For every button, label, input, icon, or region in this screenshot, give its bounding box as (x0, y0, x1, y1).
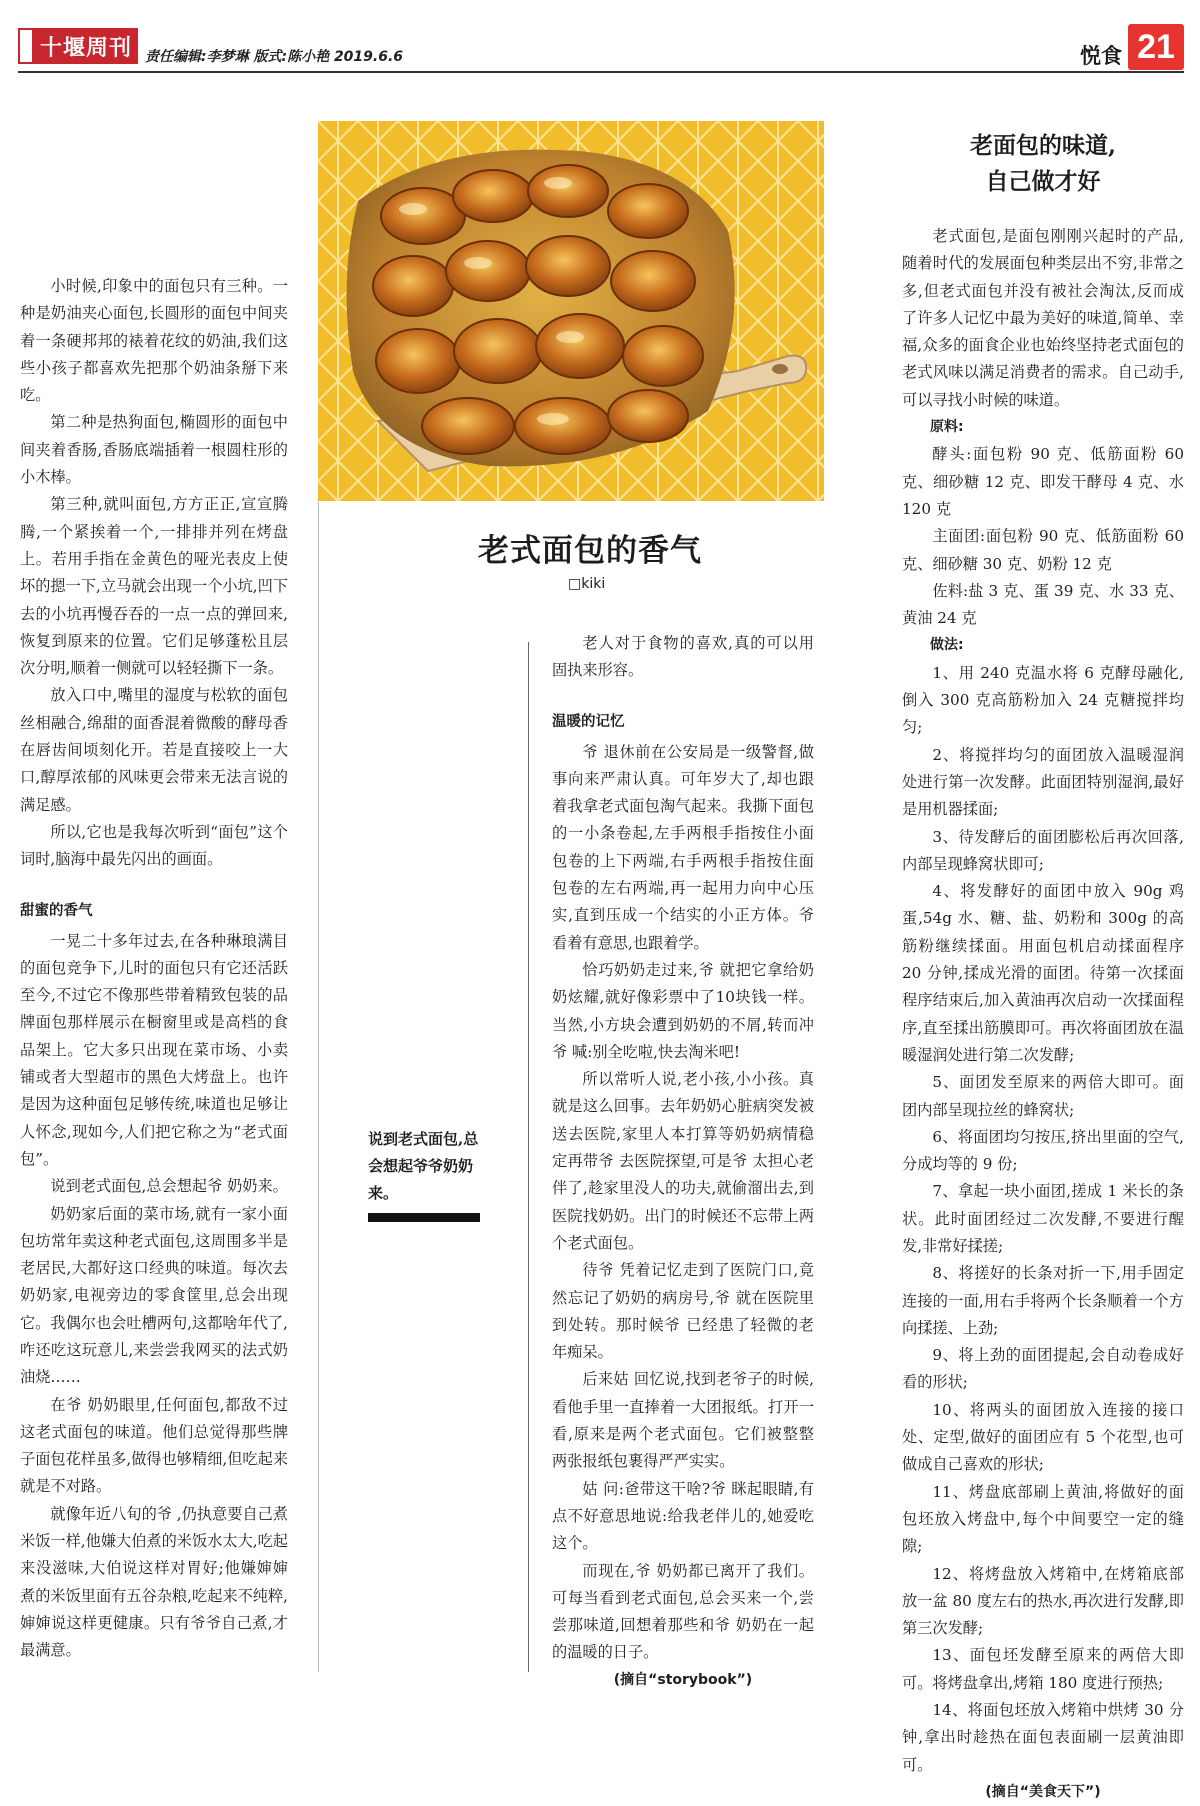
column-divider-left (318, 502, 319, 1672)
ingredients-label: 原料: (930, 419, 964, 436)
ingredient-line: 佐料:盐 3 克、蛋 39 克、水 33 克、黄油 24 克 (902, 581, 1184, 628)
paragraph: 放入口中,嘴里的湿度与松软的面包丝相融合,绵甜的面香混着微酸的酵母香在唇齿间顷刻化开。若是直接咬上一大口,醇厚浓郁的风味更会带来无法言说的满足感。 (20, 686, 288, 814)
paragraph: 待爷 凭着记忆走到了医院门口,竟然忘记了奶奶的病房号,爷 就在医院里到处转。那时候爷 已经患了轻微的老年痴呆。 (552, 1261, 814, 1362)
intro-paragraphs (20, 273, 288, 874)
byline: □kiki (568, 576, 606, 592)
recipe-intro: 老式面包,是面包刚刚兴起时的产品,随着时代的发展面包种类层出不穷,非常之多,但老式面包并没有被社会淘汰,反而成了许多人记忆中最为美好的味道,简单、幸福,众多的面食企业也始终坚持老式面包的老式风味以满足消费者的需求。自己动手,可以寻找小时候的味道。 (902, 227, 1184, 409)
pullquote-text: 说到老式面包,总会想起爷爷奶奶来。 (368, 1130, 479, 1202)
ingredients-list (902, 441, 1184, 632)
sweet-paragraphs (20, 928, 288, 1665)
recipe-title (902, 128, 1184, 200)
paragraph: 而现在,爷 奶奶都已离开了我们。可每当看到老式面包,总会买来一个,尝尝那味道,回想着那些和爷 奶奶在一起的温暖的日子。 (552, 1561, 814, 1662)
recipe-step: 7、拿起一块小面团,搓成 1 米长的条状。此时面团经过二次发酵,不要进行醒发,非常好揉搓; (902, 1182, 1184, 1255)
paragraph: 在爷 奶奶眼里,任何面包,都敌不过这老式面包的味道。他们总觉得那些牌子面包花样虽多,做得也够精细,但吃起来就是不对路。 (20, 1395, 288, 1496)
recipe-step: 1、用 240 克温水将 6 克酵母融化,倒入 300 克高筋粉加入 24 克糖搅拌均匀; (902, 663, 1184, 737)
paragraph: 所以常听人说,老小孩,小小孩。真就是这么回事。去年奶奶心脏病突发被送去医院,家里人本打算等奶奶病情稳定再带爷 去医院探望,可是爷 太担心老伴了,趁家里没人的功夫,就偷溜出去,到医院找奶奶。出门的时候还不忘带上两个老式面包。 (552, 1070, 814, 1252)
masthead-logo (18, 28, 138, 64)
article-source: (摘自“storybook”) (613, 1671, 753, 1688)
middle-column (552, 630, 814, 1694)
page-header (0, 0, 1200, 80)
article-title: 老式面包的香气 (478, 533, 702, 569)
recipe-step: 2、将搅拌均匀的面团放入温暖湿润处进行第一次发酵。此面团特别湿润,最好是用机器揉面; (902, 745, 1184, 819)
recipe-step: 14、将面包坯放入烤箱中烘烤 30 分钟,拿出时趁热在面包表面刷一层黄油即可。 (902, 1701, 1184, 1774)
recipe-step: 4、将发酵好的面团中放入 90g 鸡蛋,54g 水、糖、盐、奶粉和 300g 的高筋粉继续揉面。用面包机启动揉面程序 20 分钟,揉成光滑的面团。待第一次揉面程序结束后,加入黄油再次启动一次揉面程序,直至揉出筋膜即可。再次将面团放在温暖湿润处进行第二次发酵; (902, 882, 1184, 1064)
paragraph: 爷 退休前在公安局是一级警督,做事向来严肃认真。可年岁大了,却也跟着我拿老式面包淘气起来。我撕下面包的一小条卷起,左手两根手指按住小面包卷的上下两端,右手两根手指按住面包卷的左右两端,再一起用力向中心压实,直到压成一个结实的小正方体。爷看着有意思,也跟着学。 (552, 742, 814, 952)
header-rule (18, 71, 1184, 73)
right-column (902, 223, 1184, 1806)
paragraph: 所以,它也是我每次听到“面包”这个词时,脑海中最先闪出的画面。 (20, 822, 288, 869)
paragraph: 说到老式面包,总会想起爷 奶奶来。 (50, 1177, 288, 1196)
ingredient-line: 酵头:面包粉 90 克、低筋面粉 60 克、细砂糖 12 克、即发干酵母 4 克、水 120 克 (902, 445, 1184, 518)
editor-line: 责任编辑:李梦琳 版式:陈小艳 2019.6.6 (145, 49, 404, 65)
recipe-title-line1: 老面包的味道, (969, 132, 1116, 159)
recipe-step: 6、将面团均匀按压,挤出里面的空气,分成均等的 9 份; (902, 1127, 1184, 1174)
recipe-title-line2: 自己做才好 (985, 168, 1101, 195)
paragraph: 小时候,印象中的面包只有三种。一种是奶油夹心面包,长圆形的面包中间夹着一条硬邦邦的裱着花纹的奶油,我们这些小孩子都喜欢先把那个奶油条掰下来吃。 (20, 277, 288, 405)
section-name: 悦食 (1080, 43, 1122, 68)
recipe-step: 12、将烤盘放入烤箱中,在烤箱底部放一盆 80 度左右的热水,再次进行发酵,即第三次发酵; (902, 1564, 1184, 1638)
warm-paragraphs (552, 739, 814, 1667)
method-label: 做法: (930, 637, 964, 654)
paragraph: 姑 问:爸带这干啥?爷 眯起眼睛,有点不好意思地说:给我老伴儿的,她爱吃这个。 (552, 1479, 814, 1553)
paragraph: 第二种是热狗面包,椭圆形的面包中间夹着香肠,香肠底端插着一根圆柱形的小木棒。 (20, 413, 288, 487)
recipe-step: 13、面包坯发酵至原来的两倍大即可。将烤盘拿出,烤箱 180 度进行预热; (902, 1646, 1184, 1692)
masthead-title: 十堰周刊 (40, 34, 133, 61)
recipe-step: 5、面团发至原来的两倍大即可。面团内部呈现拉丝的蜂窝状; (902, 1073, 1184, 1119)
paragraph: 第三种,就叫面包,方方正正,宣宣腾腾,一个紧挨着一个,一排排并列在烤盘上。若用手指在金黄色的哑光表皮上使坏的摁一下,立马就会出现一个小坑,凹下去的小坑再慢吞吞的一点一点的弹回来,恢复到原来的位置。它们足够蓬松且层次分明,顺着一侧就可以轻轻撕下一条。 (20, 495, 288, 678)
bread-photo-illustration (318, 121, 824, 501)
masthead-mark (18, 28, 34, 64)
section-heading-warm: 温暖的记忆 (552, 713, 625, 730)
recipe-source: (摘自“美食天下”) (985, 1783, 1101, 1800)
column-divider-mid (528, 642, 529, 1672)
paragraph: 后来姑 回忆说,找到老爷子的时候,看他手里一直捧着一大团报纸。打开一看,原来是两个老式面包。它们被整整两张报纸包裹得严严实实。 (552, 1370, 814, 1471)
recipe-step: 11、烤盘底部刷上黄油,将做好的面包坯放入烤盘中,每个中间要空一定的缝隙; (902, 1482, 1184, 1556)
left-column (20, 273, 288, 1665)
pullquote-bar (368, 1213, 480, 1222)
paragraph: 奶奶家后面的菜市场,就有一家小面包坊常年卖这种老式面包,这周围多半是老居民,大都好这口经典的味道。每次去奶奶家,电视旁边的零食筐里,总会出现它。我偶尔也会吐槽两句,这都啥年代了,咋还吃这玩意儿,来尝尝我网买的法式奶油烧…… (20, 1204, 288, 1387)
recipe-step: 8、将搓好的长条对折一下,用手固定连接的一面,用右手将两个长条顺着一个方向揉搓、上劲; (902, 1264, 1184, 1337)
paragraph: 就像年近八旬的爷 ,仍执意要自己煮米饭一样,他嫌大伯煮的米饭水太大,吃起来没滋味,大伯说这样对胃好;他嫌婶婶煮的米饭里面有五谷杂粮,吃起来不纯粹,婶婶说这样更健康。只有爷爷自己煮,才最满意。 (20, 1504, 288, 1660)
recipe-step: 3、待发酵后的面团膨松后再次回落,内部呈现蜂窝状即可; (902, 827, 1184, 873)
ingredient-line: 主面团:面包粉 90 克、低筋面粉 60 克、细砂糖 30 克、奶粉 12 克 (902, 527, 1184, 573)
steps-list (902, 660, 1184, 1779)
bread-photo (318, 121, 824, 501)
recipe-step: 9、将上劲的面团提起,会自动卷成好看的形状; (902, 1346, 1184, 1392)
paragraph: 恰巧奶奶走过来,爷 就把它拿给奶奶炫耀,就好像彩票中了10块钱一样。当然,小方块会遭到奶奶的不屑,转而冲爷 喊:别全吃啦,快去淘米吧! (552, 960, 814, 1061)
section-heading-sweet: 甜蜜的香气 (20, 902, 93, 919)
paragraph: 一晃二十多年过去,在各种琳琅满目的面包竞争下,儿时的面包只有它还活跃至今,不过它不像那些带着精致包装的品牌面包那样展示在橱窗里或是高档的食品架上。它大多只出现在菜市场、小卖铺或者大型超市的黑色大烤盘上。也许是因为这种面包足够传统,味道也足够让人怀念,现如今,人们把它称之为“老式面包”。 (20, 931, 288, 1168)
pullquote (368, 1126, 486, 1222)
recipe-step: 10、将两头的面团放入连接的接口处、定型,做好的面团应有 5 个花型,也可做成自己喜欢的形状; (902, 1400, 1184, 1474)
mid-intro: 老人对于食物的喜欢,真的可以用固执来形容。 (552, 634, 814, 680)
page-number-badge: 21 (1128, 24, 1184, 70)
